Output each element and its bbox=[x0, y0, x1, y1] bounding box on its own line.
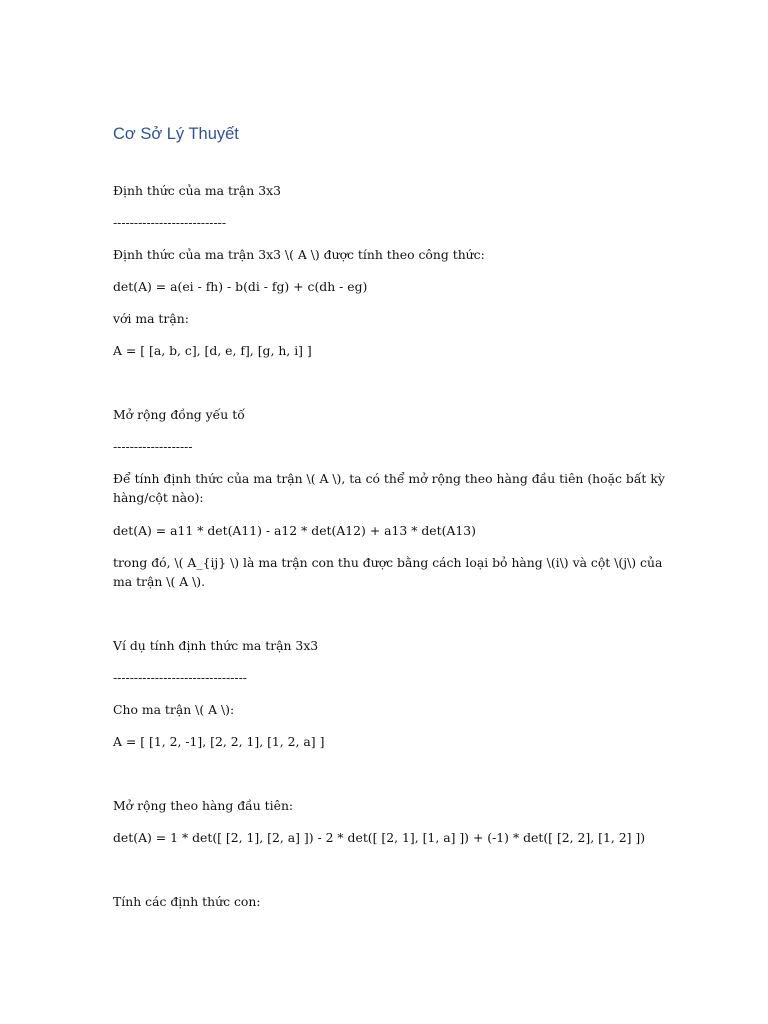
section-title: Mở rộng đồng yếu tố bbox=[113, 407, 245, 422]
paragraph: trong đó, \( A_{ij} \) là ma trận con thu được bằng cách loại bỏ hàng \(i\) và cột \(j\) của ma trận \( A \). bbox=[113, 555, 663, 589]
formula: A = [ [1, 2, -1], [2, 2, 1], [1, 2, a] ] bbox=[113, 734, 325, 749]
paragraph: Định thức của ma trận 3x3 \( A \) được tính theo công thức: bbox=[113, 247, 485, 262]
section-underline: ------------------- bbox=[113, 439, 193, 454]
formula: det(A) = a11 * det(A11) - a12 * det(A12) + a13 * det(A13) bbox=[113, 523, 477, 538]
section-underline: -------------------------------- bbox=[113, 670, 247, 685]
paragraph: Để tính định thức của ma trận \( A \), ta có thể mở rộng theo hàng đầu tiên (hoặc bất kỳ hàng/cột nào): bbox=[113, 471, 665, 505]
paragraph: Cho ma trận \( A \): bbox=[113, 702, 235, 717]
formula: A = [ [a, b, c], [d, e, f], [g, h, i] ] bbox=[113, 343, 312, 358]
document-title: Cơ Sở Lý Thuyết bbox=[113, 125, 239, 143]
document-page bbox=[113, 0, 673, 1024]
paragraph: Mở rộng theo hàng đầu tiên: bbox=[113, 798, 294, 813]
section-title: Định thức của ma trận 3x3 bbox=[113, 183, 281, 198]
formula: det(A) = 1 * det([ [2, 1], [2, a] ]) - 2 * det([ [2, 1], [1, a] ]) + (-1) * det([ [2, 2], [1, 2] ]) bbox=[113, 830, 646, 845]
section-underline: --------------------------- bbox=[113, 215, 227, 230]
section-title: Ví dụ tính định thức ma trận 3x3 bbox=[113, 638, 319, 653]
paragraph: với ma trận: bbox=[113, 311, 189, 326]
formula: det(A) = a(ei - fh) - b(di - fg) + c(dh - eg) bbox=[113, 279, 368, 294]
paragraph: Tính các định thức con: bbox=[113, 894, 261, 909]
